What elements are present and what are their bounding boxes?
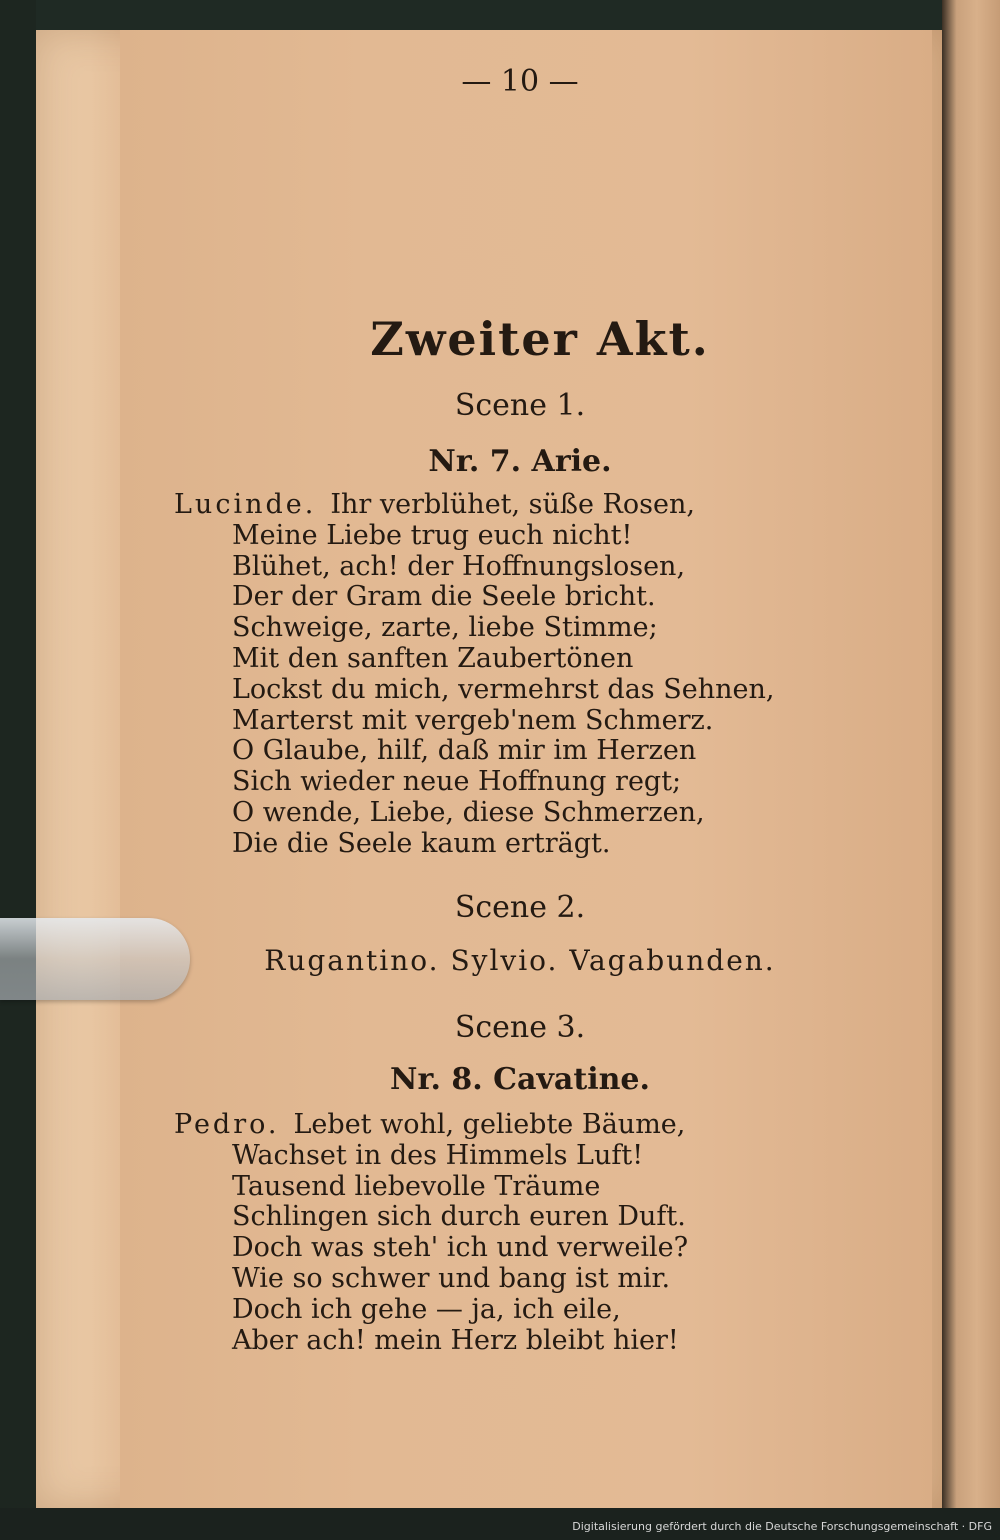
verse-line: Der der Gram die Seele bricht. (232, 581, 656, 613)
verse-line: Wachset in des Himmels Luft! (232, 1139, 644, 1171)
verse-line: Schweige, zarte, liebe Stimme; (232, 612, 658, 644)
verse-line: Doch ich gehe — ja, ich eile, (232, 1293, 621, 1325)
verse-line: Sich wieder neue Hoffnung regt; (232, 766, 682, 798)
verse-line: Aber ach! mein Herz bleibt hier! (232, 1324, 679, 1356)
verse-line: Meine Liebe trug euch nicht! (232, 519, 633, 551)
verse-line: Lucinde. Ihr verblühet, süße Rosen, (174, 489, 695, 520)
number-8-heading: Nr. 8. Cavatine. (390, 1062, 650, 1097)
glass-page-clip (0, 918, 190, 1000)
scene-2-heading: Scene 2. (454, 890, 586, 925)
verse-line: Die die Seele kaum erträgt. (232, 827, 611, 859)
scene-2-persons: Rugantino. Sylvio. Vagabunden. (264, 944, 776, 977)
pedro-cavatine-verse (174, 1110, 688, 1356)
lucinde-aria-verse (174, 490, 774, 860)
verse-line: Schlingen sich durch euren Duft. (232, 1201, 686, 1233)
verse-line: Wie so schwer und bang ist mir. (232, 1262, 671, 1294)
act-title: Zweiter Akt. (370, 312, 710, 366)
scene-3-heading: Scene 3. (454, 1010, 586, 1045)
verse-line: Pedro. Lebet wohl, geliebte Bäume, (174, 1109, 686, 1140)
scene-1-heading: Scene 1. (454, 388, 586, 423)
speaker-pedro: Pedro. (174, 1109, 280, 1140)
speaker-lucinde: Lucinde. (174, 489, 317, 520)
verse-line: Marterst mit vergeb'nem Schmerz. (232, 704, 714, 736)
verse-line: Lockst du mich, vermehrst das Sehnen, (232, 673, 775, 705)
scanner-left-edge (0, 0, 36, 1540)
number-7-heading: Nr. 7. Arie. (428, 444, 612, 479)
verse-line: Blühet, ach! der Hoffnungslosen, (232, 550, 686, 582)
verse-line: Tausend liebevolle Träume (232, 1170, 601, 1202)
next-page-edge (942, 0, 1000, 1540)
dfg-credit: Digitalisierung gefördert durch die Deutsche Forschungsgemeinschaft · DFG (572, 1520, 992, 1533)
verse-line: O Glaube, hilf, daß mir im Herzen (232, 735, 697, 767)
verse-line: O wende, Liebe, diese Schmerzen, (232, 796, 705, 828)
verse-line: Doch was steh' ich und verweile? (232, 1232, 689, 1264)
page-number: — 10 — (461, 64, 579, 99)
verse-line: Mit den sanften Zaubertönen (232, 642, 634, 674)
